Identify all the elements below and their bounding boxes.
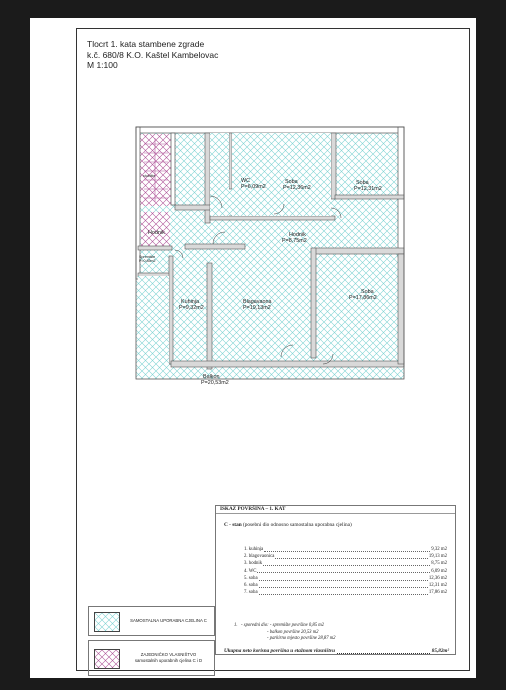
area-row xyxy=(244,582,447,589)
common-hallway-area xyxy=(141,212,170,246)
area-rows xyxy=(244,546,447,596)
area-row-leader xyxy=(259,575,428,581)
area-row-label: 3. hodnik xyxy=(244,561,263,567)
area-row-leader xyxy=(257,568,430,574)
area-row-label: 4. WC xyxy=(244,568,257,574)
room-soba2-label: Soba P=12,31m2 xyxy=(354,180,382,193)
legend-swatch-magenta xyxy=(94,649,120,669)
area-row-leader xyxy=(263,560,430,566)
stairwell-label: stubište xyxy=(143,174,156,178)
legend-unit-c-text: SAMOSTALNA UPORABNA CJELINA C xyxy=(130,618,207,623)
area-row-value: 9,32 m2 xyxy=(431,547,447,552)
area-row xyxy=(244,553,447,560)
room-hodnik-label: Hodnik P=8,75m2 xyxy=(282,232,307,245)
area-row-leader xyxy=(264,546,430,552)
area-row xyxy=(244,546,447,553)
room-soba1-label: Soba P=12,36m2 xyxy=(283,179,311,192)
legend-swatch-cyan xyxy=(94,612,120,632)
legend-common-sub: samostalnih uporabnih cjelina C i D xyxy=(134,658,203,663)
drawing-sheet xyxy=(30,18,476,678)
area-row-leader xyxy=(275,553,428,559)
total-area: Ukupna neto korisna površina u etažnom vlasništvu 85,82m² xyxy=(224,648,449,654)
area-row-value: 19,13 m2 xyxy=(428,554,447,560)
area-row-value: 12,31 m2 xyxy=(428,582,447,588)
room-fills xyxy=(210,133,331,216)
room-hodnik-common-label: Hodnik xyxy=(148,230,165,236)
cadastral-parcel: k.č. 680/8 K.O. Kaštel Kambelovac xyxy=(87,49,219,60)
room-soba3-label: Soba P=17,86m2 xyxy=(349,289,377,302)
area-row-value: 12,36 m2 xyxy=(428,575,447,581)
area-row-value: 17,86 m2 xyxy=(428,590,447,596)
area-row-leader xyxy=(259,582,428,588)
area-row-label: 1. kuhinja xyxy=(244,547,264,552)
area-row-value: 6,09 m2 xyxy=(431,568,447,574)
area-row-label: 2. blagovaonica xyxy=(244,554,275,560)
floor-plan xyxy=(135,126,405,387)
area-row xyxy=(244,560,447,567)
area-row-label: 5. soba xyxy=(244,575,258,581)
room-wc-label: WC P=6,09m2 xyxy=(241,178,266,191)
room-kuhinja-label: Kuhinja P=9,32m2 xyxy=(179,299,204,312)
area-row-label: 6. soba xyxy=(244,582,258,588)
legend-common-title: ZAJEDNIČKO VLASNIŠTVO xyxy=(140,652,197,657)
area-row-value: 8,75 m2 xyxy=(431,561,447,567)
room-balkon-label: Balkon P=20,53m2 xyxy=(201,374,229,387)
area-row xyxy=(244,589,447,596)
legend-common xyxy=(88,640,215,676)
area-notes: 1. - sporedni dio: - spremište površine 0,85 m2 - balkon površine 20,53 m2 - parkirno mjesto površine 28,87 m2 xyxy=(234,623,336,641)
area-table-title: ISKAZ POVRŠINA – 1. KAT xyxy=(216,506,455,514)
drawing-title: Tlocrt 1. kata stambene zgrade xyxy=(87,39,205,49)
floor-plan-drawing xyxy=(135,126,405,380)
room-blagavaona-label: Blagavaona P=19,13m2 xyxy=(243,299,272,312)
area-row-label: 7. soba xyxy=(244,590,258,596)
area-row xyxy=(244,568,447,575)
unit-description: C - stan (posebni dio odnosno samostalna uporabna cjelina) xyxy=(224,522,352,528)
area-table xyxy=(215,505,456,655)
legend-unit-c xyxy=(88,606,215,636)
room-spremiste-label: Spremište P=0,85m2 xyxy=(139,255,156,264)
area-row-leader xyxy=(259,589,428,595)
scale-label: M 1:100 xyxy=(87,60,118,70)
area-row xyxy=(244,575,447,582)
title-block xyxy=(87,39,218,71)
